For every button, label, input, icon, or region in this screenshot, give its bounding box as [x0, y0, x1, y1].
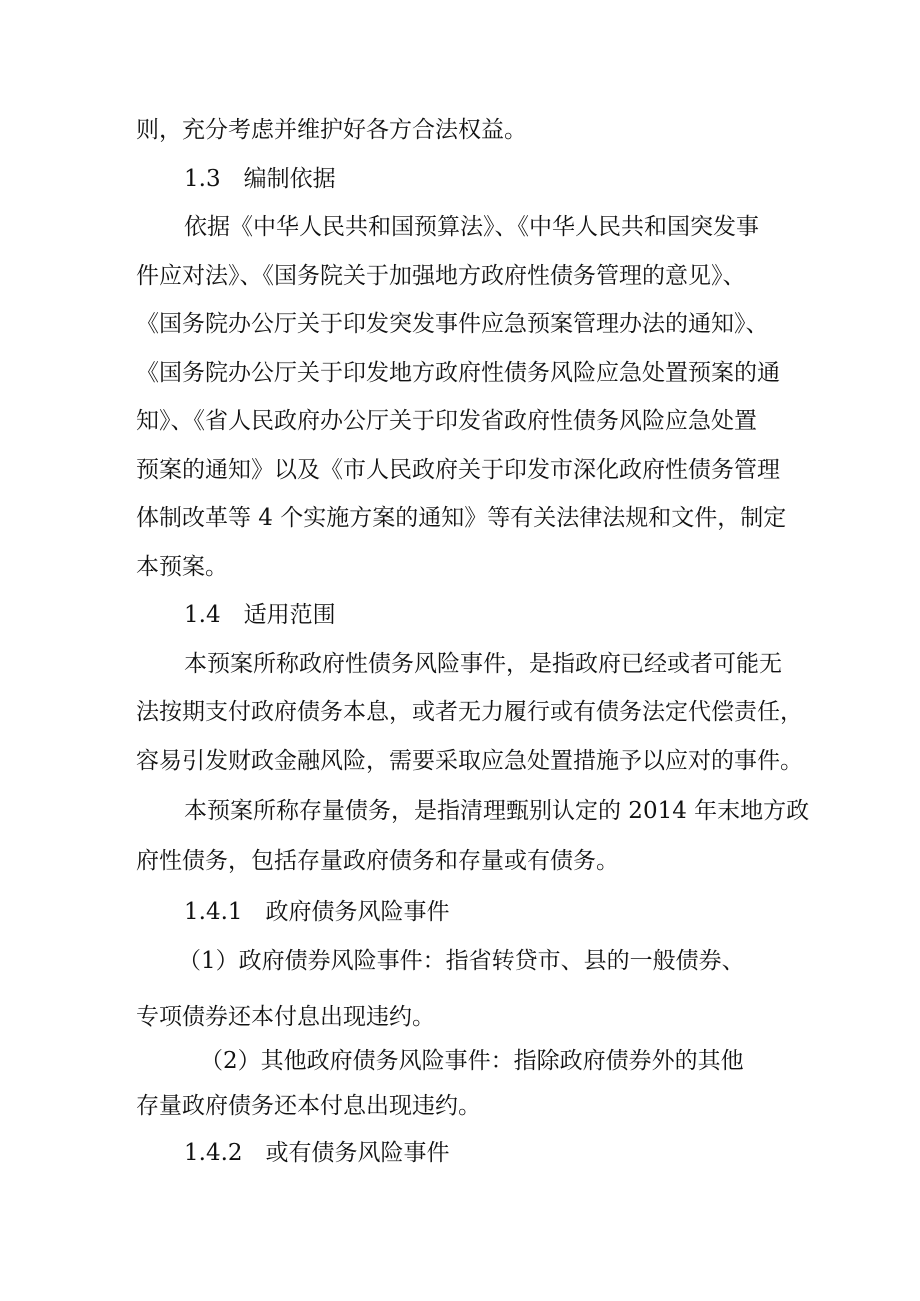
- paragraph-line: 存量政府债务还本付息出现违约。: [136, 1093, 481, 1119]
- paragraph-line: 预案的通知》以及《市人民政府关于印发市深化政府性债务管理: [136, 457, 780, 483]
- paragraph-line: 府性债务，包括存量政府债务和存量或有债务。: [136, 848, 619, 874]
- paragraph-line: 依据《中华人民共和国预算法》、《中华人民共和国突发事: [184, 214, 759, 240]
- section-heading-1-3: 1.3 编制依据: [184, 166, 336, 192]
- section-heading-1-4: 1.4 适用范围: [184, 602, 336, 628]
- subsection-heading-1-4-1: 1.4.1 政府债务风险事件: [184, 899, 450, 925]
- paragraph-line: 容易引发财政金融风险，需要采取应急处置措施予以应对的事件。: [136, 748, 803, 774]
- paragraph-line: 本预案。: [136, 554, 228, 580]
- paragraph-line: 体制改革等 4 个实施方案的通知》等有关法律法规和文件，制定: [136, 505, 787, 531]
- list-item: （2）其他政府债务风险事件：指除政府债券外的其他: [200, 1048, 744, 1074]
- paragraph-line: 《国务院办公厅关于印发地方政府性债务风险应急处置预案的通: [136, 360, 780, 386]
- paragraph-line: 件应对法》、《国务院关于加强地方政府性债务管理的意见》、: [136, 263, 746, 289]
- paragraph-line: 知》、《省人民政府办公厅关于印发省政府性债务风险应急处置: [136, 408, 757, 434]
- paragraph-line: 本预案所称政府性债务风险事件，是指政府已经或者可能无: [184, 651, 782, 677]
- paragraph-line: 则，充分考虑并维护好各方合法权益。: [136, 117, 527, 143]
- paragraph-line: 本预案所称存量债务，是指清理甄别认定的 2014 年末地方政: [184, 798, 810, 824]
- paragraph-line: 法按期支付政府债务本息，或者无力履行或有债务法定代偿责任，: [136, 699, 803, 725]
- list-item: （1）政府债券风险事件：指省转贷市、县的一般债券、: [178, 948, 745, 974]
- paragraph-line: 专项债券还本付息出现违约。: [136, 1004, 435, 1030]
- subsection-heading-1-4-2: 1.4.2 或有债务风险事件: [184, 1140, 450, 1166]
- paragraph-line: 《国务院办公厅关于印发突发事件应急预案管理办法的通知》、: [136, 311, 769, 337]
